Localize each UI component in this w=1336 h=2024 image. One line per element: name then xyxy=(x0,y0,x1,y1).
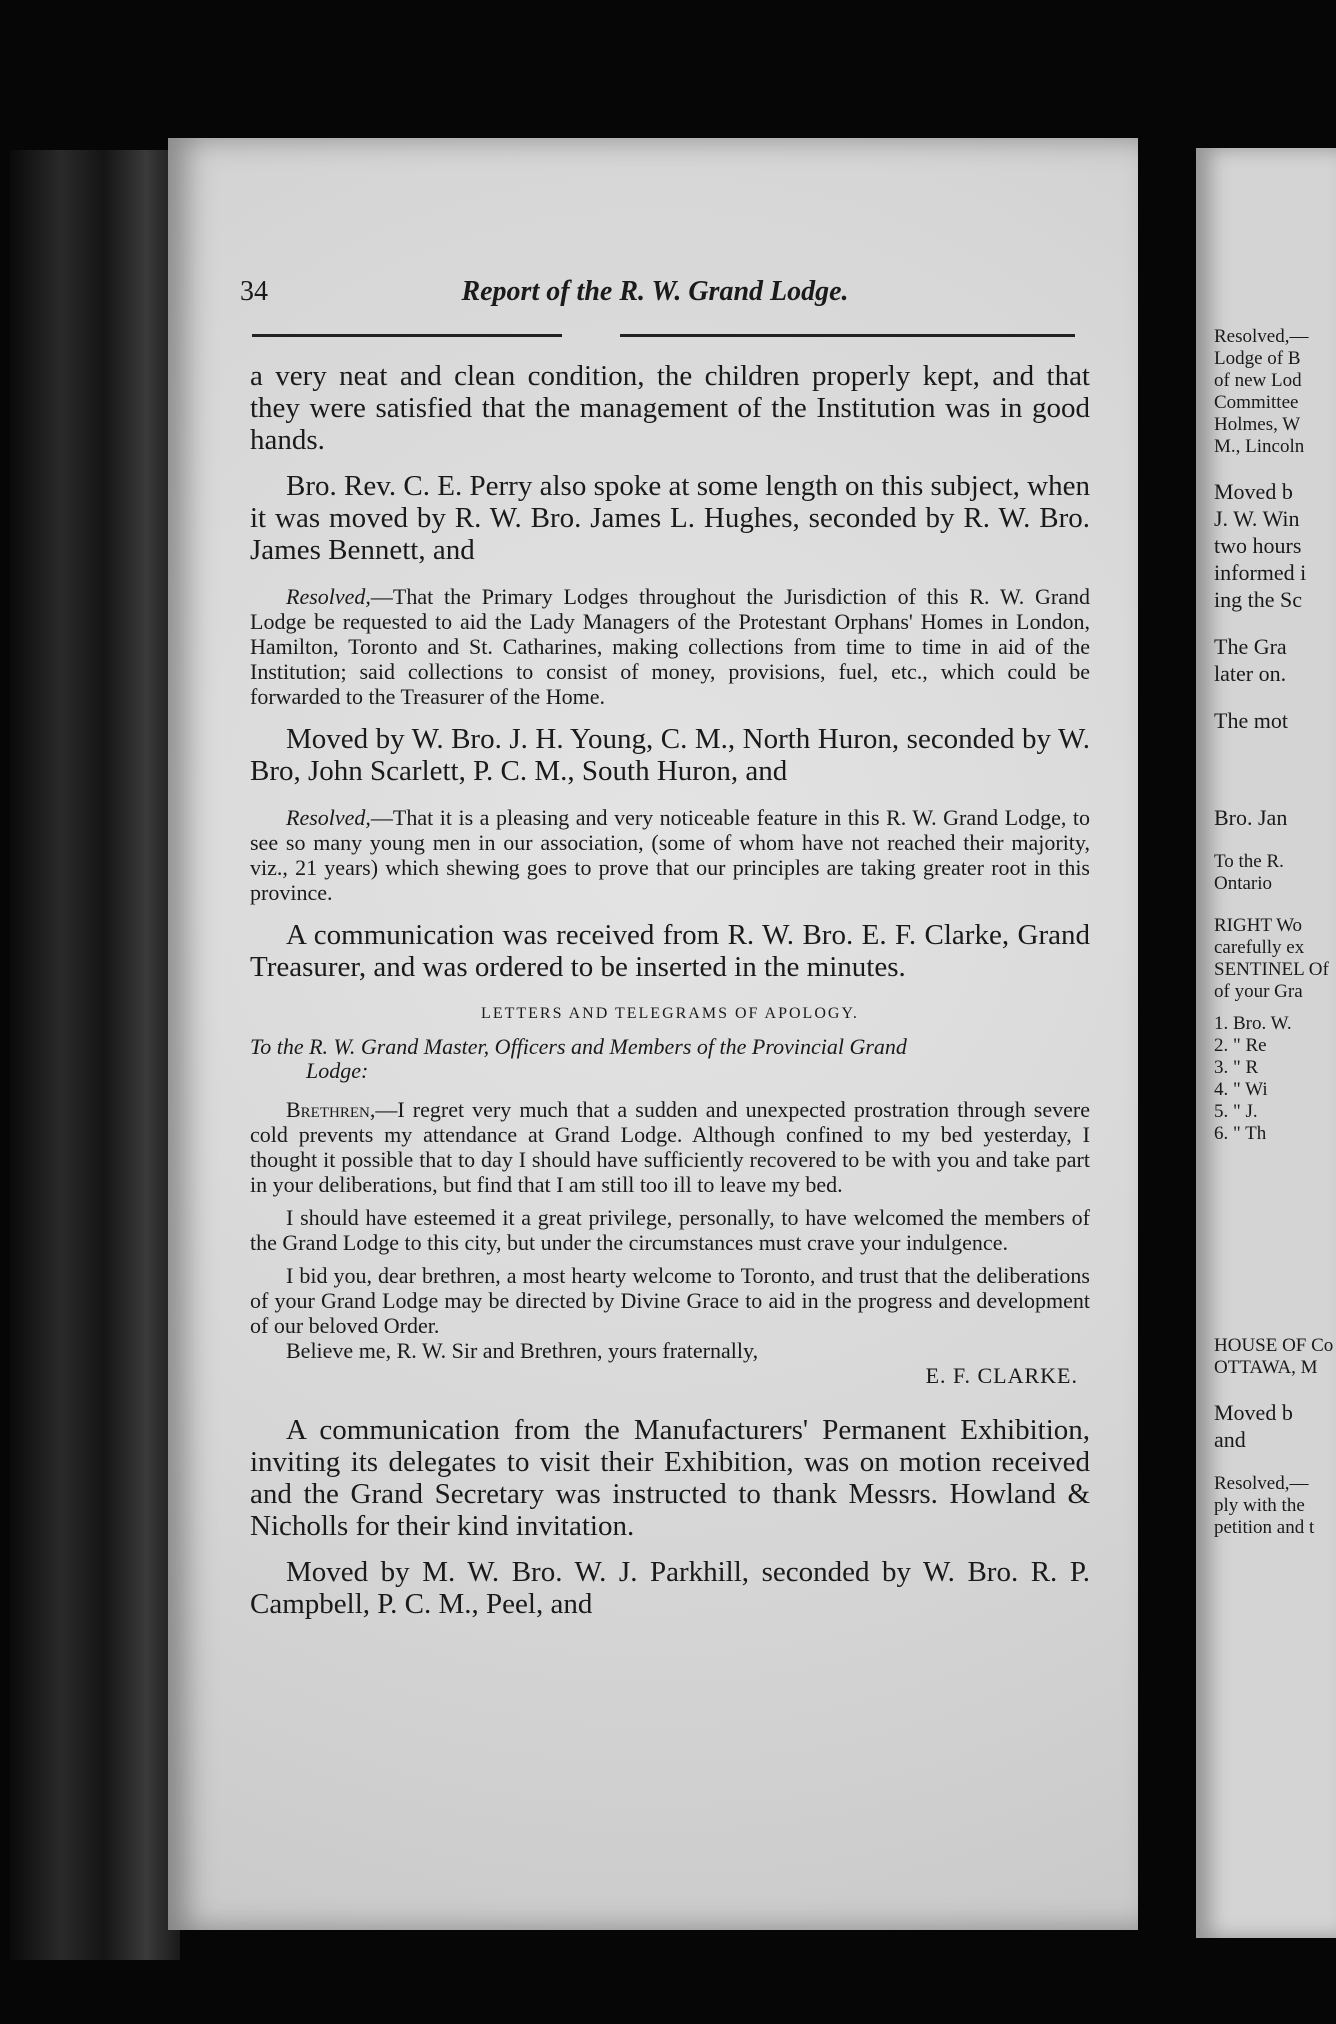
book-spine xyxy=(10,150,180,1960)
letter-closing: Believe me, R. W. Sir and Brethren, yours fraternally, xyxy=(286,1338,759,1363)
right-page-line: To the R. xyxy=(1214,851,1284,872)
right-page-line: 5. " J. xyxy=(1214,1101,1258,1122)
letter-address xyxy=(250,1035,1090,1083)
resolution-text: —That the Primary Lodges throughout the Jurisdiction of this R. W. Grand Lodge be requested to aid the Lady Managers of the Protestant Orphans' Homes in London, Hamilton, Toronto and St. Catharines, making collections from time to time in aid of the Institution; said collections to consist of money, provisions, fuel, etc., which could be forwarded to the Treasurer of the Home. xyxy=(250,584,1090,709)
right-page-line: Holmes, W xyxy=(1214,414,1301,435)
signature: E. F. CLARKE. xyxy=(925,1363,1078,1388)
right-page-fragment xyxy=(1196,148,1336,1938)
letter-paragraph xyxy=(250,1097,1090,1197)
resolution-text: —That it is a pleasing and very noticeable feature in this R. W. Grand Lodge, to see so many young men in our association, (some of whom have not reached their majority, viz., 21 years) which shewing goes to prove that our principles are taking greater root in this province. xyxy=(250,805,1090,905)
right-page-line: 4. " Wi xyxy=(1214,1079,1268,1100)
right-page-line: Lodge of B xyxy=(1214,348,1301,369)
resolution xyxy=(250,584,1090,709)
salutation: Brethren, xyxy=(286,1097,376,1122)
running-title: Report of the R. W. Grand Lodge. xyxy=(461,276,849,307)
resolution xyxy=(250,805,1090,905)
header-rule-left xyxy=(252,334,562,337)
right-page-line: Bro. Jan xyxy=(1214,805,1288,830)
header-rule-right xyxy=(620,334,1075,337)
section-heading: LETTERS AND TELEGRAMS OF APOLOGY. xyxy=(481,1005,859,1022)
right-page-line: The mot xyxy=(1214,708,1288,733)
right-page-line: OTTAWA, M xyxy=(1214,1357,1318,1378)
address-line: To the R. W. Grand Master, Officers and Members of the Provincial Grand xyxy=(250,1034,907,1059)
page-header xyxy=(240,276,1070,316)
right-page-line: SENTINEL Of xyxy=(1214,959,1329,980)
right-page-line: ply with the xyxy=(1214,1495,1305,1516)
right-page-text xyxy=(1196,148,1336,1539)
right-page-line: Committee xyxy=(1214,392,1299,413)
right-page-line: Moved b xyxy=(1214,479,1293,504)
letter-text: —I regret very much that a sudden and unexpected prostration through severe cold prevents my attendance at Grand Lodge. Although confined to my bed yesterday, I thought it possible that to day I should have sufficiently recovered to be with you and take part in your deliberations, but find that I am still too ill to leave my bed. xyxy=(250,1097,1090,1197)
letter-paragraph: I should have esteemed it a great privilege, personally, to have welcomed the members of the Grand Lodge to this city, but under the circumstances must crave your indulgence. xyxy=(250,1205,1090,1255)
right-page-line: two hours xyxy=(1214,533,1302,558)
paragraph: Bro. Rev. C. E. Perry also spoke at some length on this subject, when it was moved by R. W. Bro. James L. Hughes, seconded by R. W. Bro. James Bennett, and xyxy=(250,470,1090,566)
right-page-line: M., Lincoln xyxy=(1214,436,1305,457)
right-page-line: and xyxy=(1214,1427,1246,1452)
paragraph: a very neat and clean condition, the children properly kept, and that they were satisfied that the management of the Institution was in good hands. xyxy=(250,360,1090,456)
right-page-line: of new Lod xyxy=(1214,370,1302,391)
right-page-line: HOUSE OF Co xyxy=(1214,1335,1334,1356)
resolved-label: Resolved, xyxy=(286,805,371,830)
resolved-label: Resolved, xyxy=(286,584,371,609)
right-page-line: informed i xyxy=(1214,560,1307,585)
right-page-line: 2. " Re xyxy=(1214,1035,1267,1056)
paragraph: A communication was received from R. W. Bro. E. F. Clarke, Grand Treasurer, and was ordered to be inserted in the minutes. xyxy=(250,919,1090,983)
right-page-line: Resolved,— xyxy=(1214,1473,1309,1494)
letter-paragraph: I bid you, dear brethren, a most hearty welcome to Toronto, and trust that the deliberations of your Grand Lodge may be directed by Divine Grace to aid in the progress and development of our beloved Order. xyxy=(250,1263,1090,1338)
right-page-line: Resolved,— xyxy=(1214,326,1309,347)
right-page-line: ing the Sc xyxy=(1214,587,1302,612)
right-page-line: later on. xyxy=(1214,661,1287,686)
right-page-line: carefully ex xyxy=(1214,937,1305,958)
left-page xyxy=(168,138,1138,1930)
address-line: Lodge: xyxy=(306,1058,369,1083)
right-page-line: 6. " Th xyxy=(1214,1123,1267,1144)
right-page-line: J. W. Win xyxy=(1214,506,1300,531)
right-page-line: 3. " R xyxy=(1214,1057,1259,1078)
right-page-line: Ontario xyxy=(1214,873,1273,894)
right-page-line: The Gra xyxy=(1214,634,1287,659)
right-page-line: petition and t xyxy=(1214,1517,1315,1538)
right-page-line: Moved b xyxy=(1214,1400,1293,1425)
right-page-line: 1. Bro. W. xyxy=(1214,1013,1292,1034)
paragraph: Moved by W. Bro. J. H. Young, C. M., North Huron, seconded by W. Bro, John Scarlett, P. C. M., South Huron, and xyxy=(250,723,1090,787)
right-page-line: of your Gra xyxy=(1214,981,1303,1002)
paragraph: Moved by M. W. Bro. W. J. Parkhill, seconded by W. Bro. R. P. Campbell, P. C. M., Peel, and xyxy=(250,1556,1090,1620)
page-body xyxy=(250,360,1090,1620)
right-page-line: RIGHT Wo xyxy=(1214,915,1303,936)
paragraph: A communication from the Manufacturers' Permanent Exhibition, inviting its delegates to visit their Exhibition, was on motion received and the Grand Secretary was instructed to thank Messrs. Howland & Nicholls for their kind invitation. xyxy=(250,1414,1090,1542)
page-number: 34 xyxy=(240,276,268,307)
